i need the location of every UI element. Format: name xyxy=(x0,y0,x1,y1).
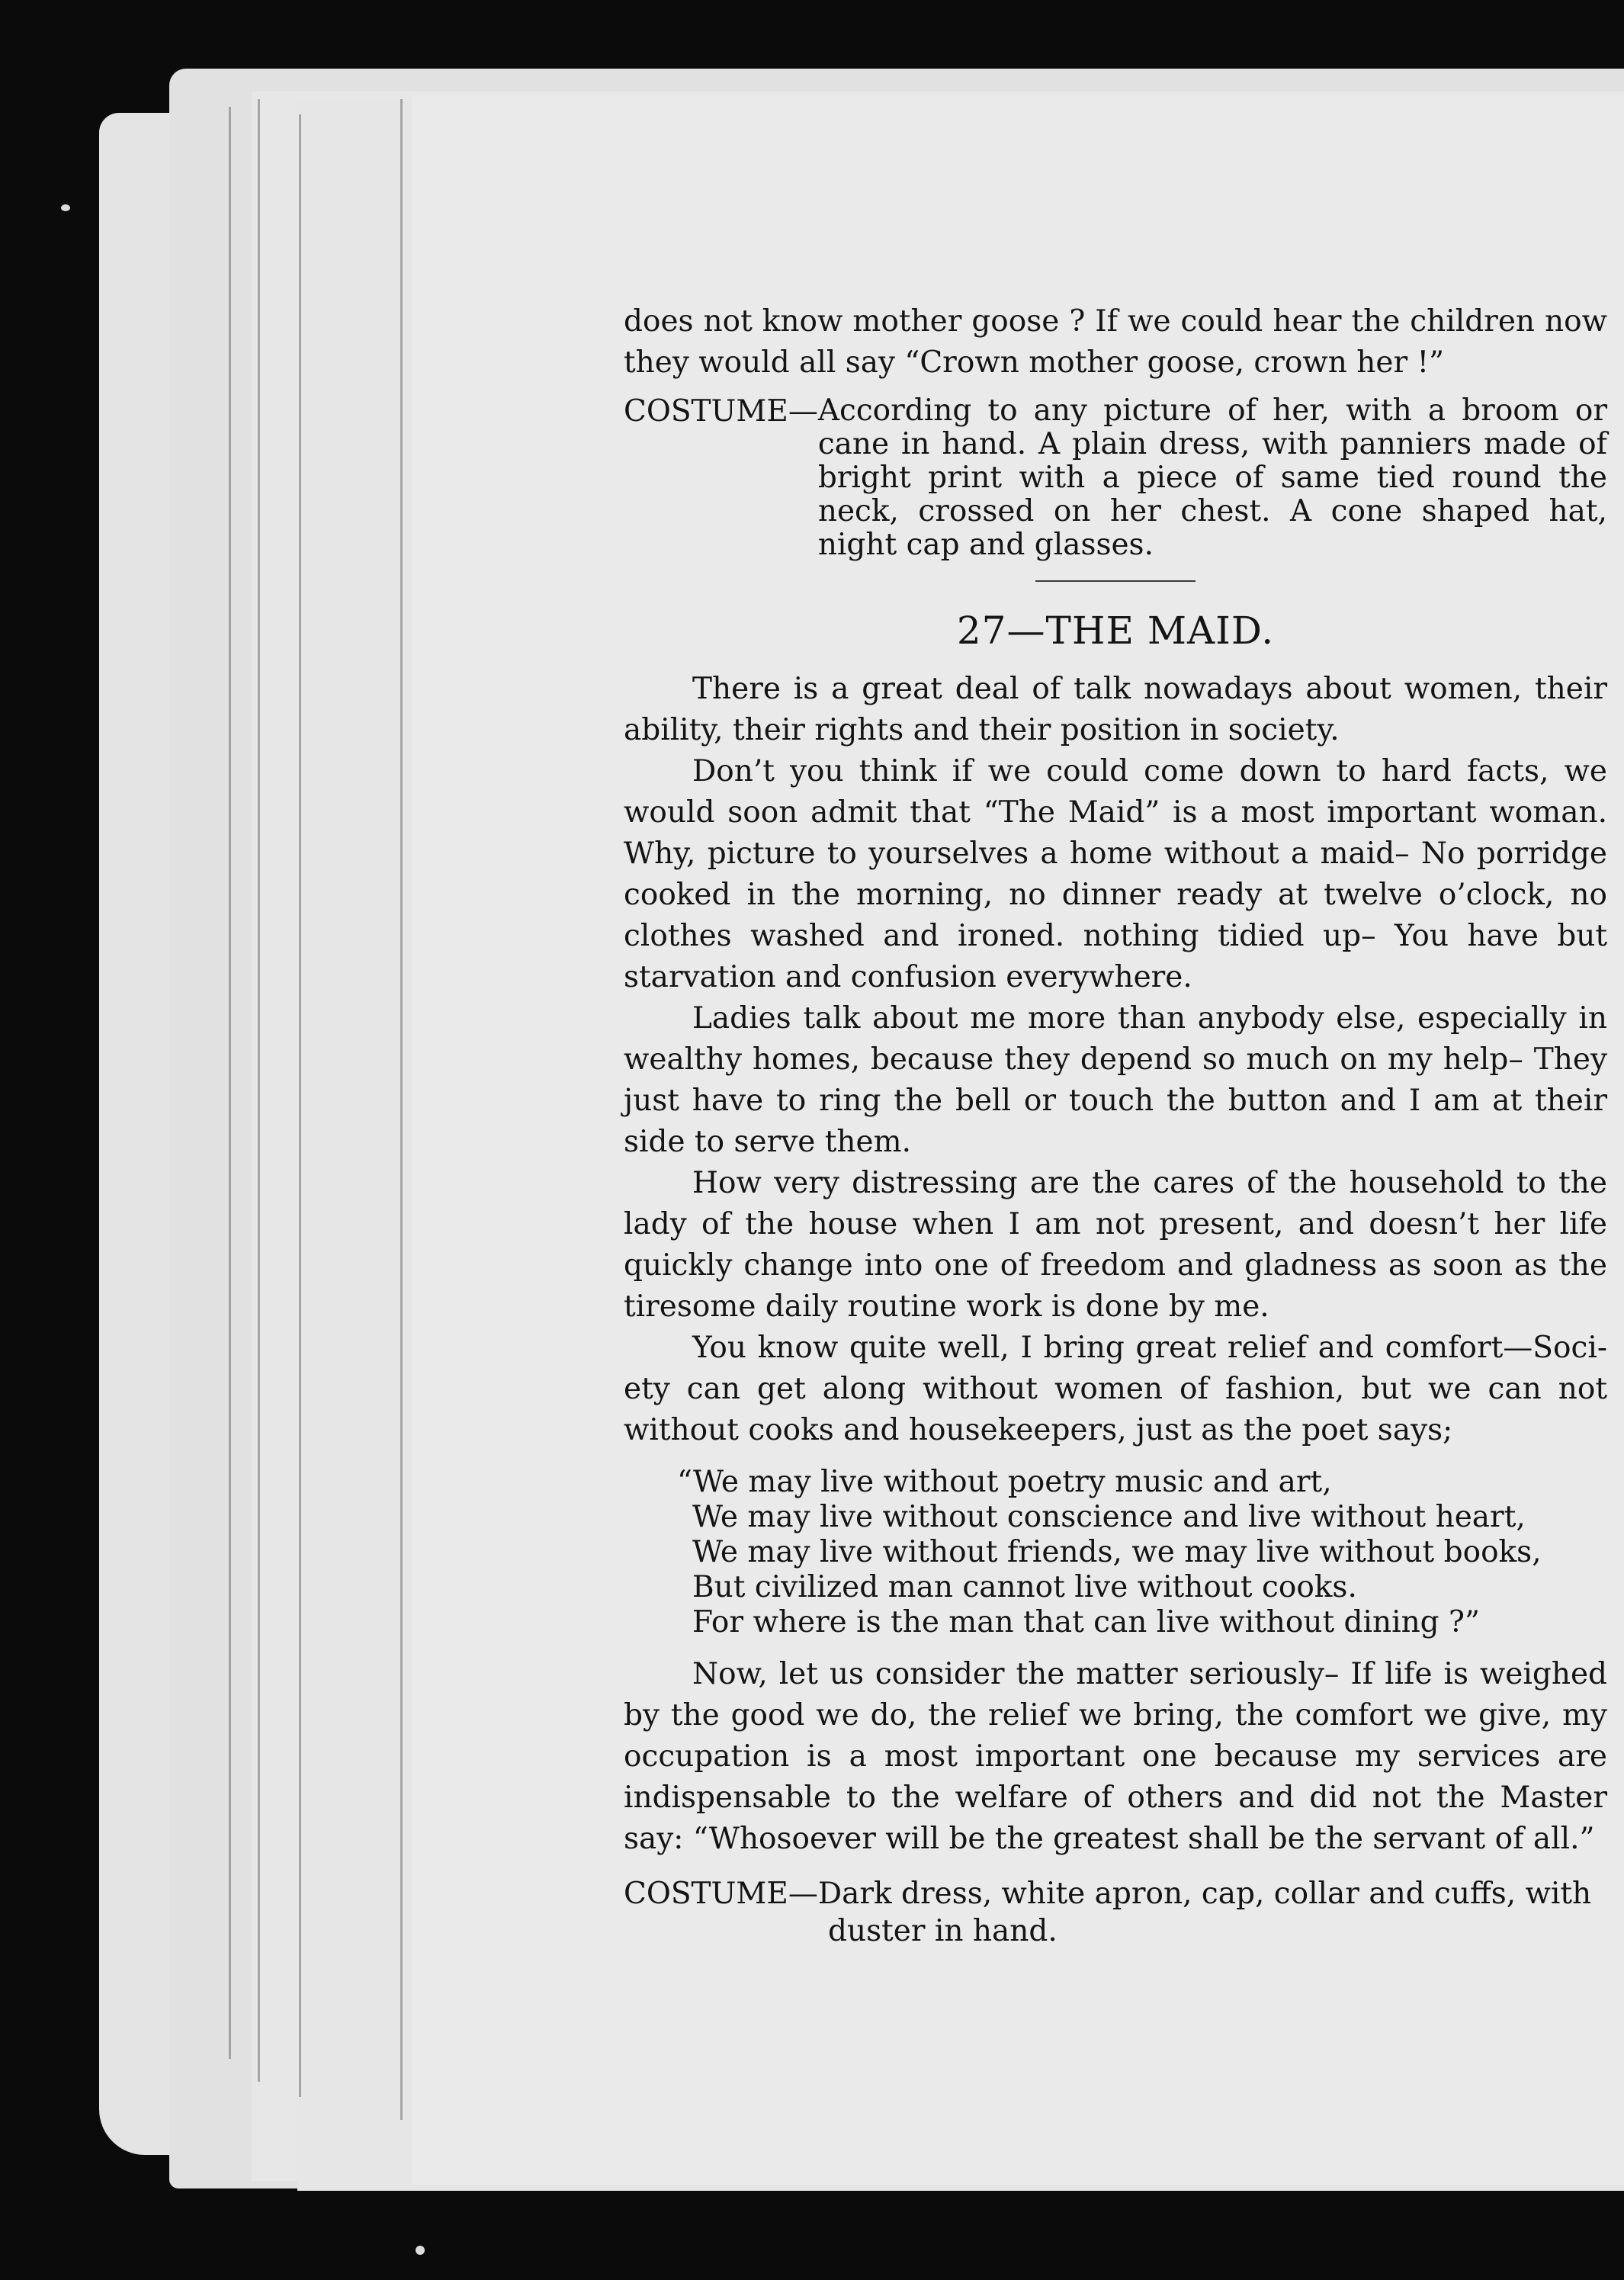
poem-line: But civilized man cannot live without cooks. xyxy=(692,1570,1357,1604)
costume-text: According to any picture of her, with a broom or cane in hand. A plain dress, with panniers made of bright print with a piece of same tied round the neck, crossed on her chest. A cone shaped hat, night cap and glasses. xyxy=(817,393,1607,562)
costume-block xyxy=(624,391,1607,562)
costume-text: Dark dress, white apron, cap, collar and cuffs, with xyxy=(817,1877,1592,1911)
poem-quote xyxy=(677,1465,1607,1640)
body-paragraph: How very distressing are the cares of the household to the lady of the house when I am not present, and doesn’t her life quickly change into one of freedom and gladness as soon as the tiresome daily routine work is done by me. xyxy=(624,1166,1607,1324)
speck xyxy=(416,2246,425,2255)
page-content xyxy=(624,301,1607,1948)
poem-line: We may live without conscience and live without heart, xyxy=(692,1500,1526,1534)
section-heading: 27—THE MAID. xyxy=(956,609,1275,653)
poem-line: We may live without friends, we may live without books, xyxy=(692,1535,1542,1569)
costume-label: COSTUME— xyxy=(624,1877,818,1911)
body-paragraph: Don’t you think if we could come down to hard facts, we would soon admit that “The Maid” is a most important woman. Why, picture to yourselves a home without a maid– No porridge cooked in the morning, no dinner ready at twelve o’clock, no clothes washed and ironed. nothing tidied up– You have but starvation and confusion everywhere. xyxy=(624,754,1607,994)
poem-line: “We may live without poetry music and art, xyxy=(677,1465,1332,1499)
costume-block xyxy=(624,1874,1607,1915)
page-edge xyxy=(299,114,301,2097)
section-divider xyxy=(1035,580,1196,582)
poem-line: For where is the man that can live without dining ?” xyxy=(692,1605,1480,1639)
intro-paragraph: does not know mother goose ? If we could hear the children now they would all say “Crown mother goose, crown her !” xyxy=(624,304,1607,380)
closing-paragraph: Now, let us consider the matter seriously– If life is weighed by the good we do, the relief we bring, the comfort we give, my occupation is a most important one because my services are indispensable to the welfare of others and did not the Master say: “Whosoever will be the greatest shall be the servant of all.” xyxy=(624,1657,1607,1856)
costume-label: COSTUME— xyxy=(624,394,818,429)
body-paragraph: There is a great deal of talk nowadays about women, their ability, their rights and their position in society. xyxy=(624,672,1607,747)
page-edge xyxy=(258,99,260,2082)
body-paragraph: Ladies talk about me more than anybody else, especially in wealthy homes, because they depend so much on my help– They just have to ring the bell or touch the button and I am at their side to serve them. xyxy=(624,1001,1607,1159)
costume-text-continued: duster in hand. xyxy=(828,1914,1058,1948)
speck xyxy=(61,204,70,211)
page-edge xyxy=(229,107,231,2059)
body-paragraph: You know quite well, I bring great relief and comfort—Soci-ety can get along without women of fashion, but we can not without cooks and housekeepers, just as the poet says; xyxy=(624,1331,1607,1447)
page-edge xyxy=(400,99,403,2120)
